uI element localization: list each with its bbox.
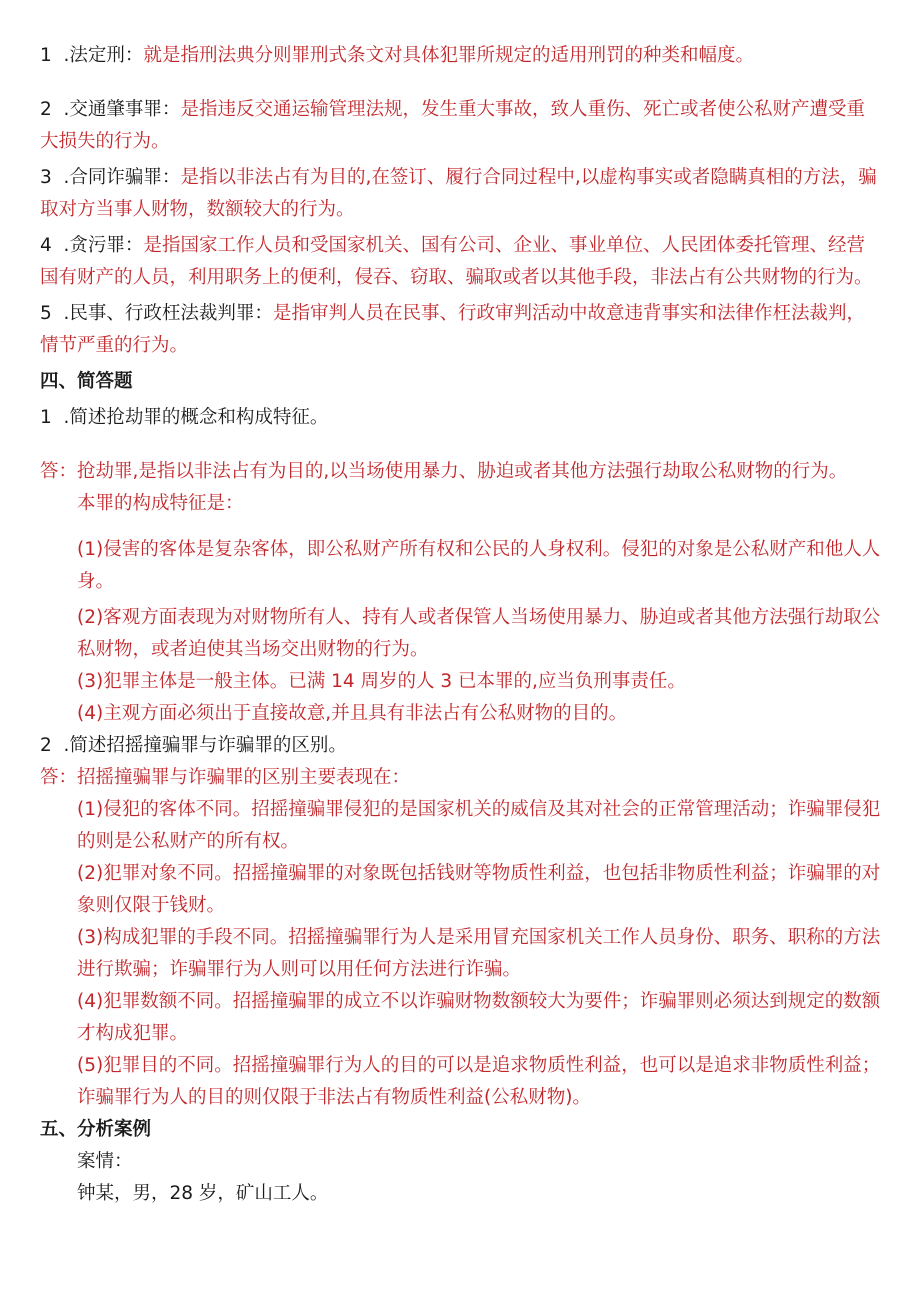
question-text: .简述抢劫罪的概念和构成特征。 [63,407,329,428]
answer-2-point: (2)犯罪对象不同。招摇撞骗罪的对象既包括钱财等物质性利益，也包括非物质性利益；诈骗罪的对象则仅限于钱财。 [77,863,881,916]
term: .合同诈骗罪： [63,167,181,188]
item-number: 4 [40,235,52,256]
answer-2-point: (3)构成犯罪的手段不同。招摇撞骗罪行为人是采用冒充国家机关工作人员身份、职务、职称的方法进行欺骗；诈骗罪行为人则可以用任何方法进行诈骗。 [77,927,881,980]
answer-label: 答： [40,767,78,788]
question-text: .简述招摇撞骗罪与诈骗罪的区别。 [63,735,347,756]
item-number: 3 [40,167,52,188]
answer-2-point: (4)犯罪数额不同。招摇撞骗罪的成立不以诈骗财物数额较大为要件；诈骗罪则必须达到规定的数额才构成犯罪。 [77,991,881,1044]
definition-item-1 [40,40,882,72]
definition-text: 是指国家工作人员和受国家机关、国有公司、企业、事业单位、人民团体委托管理、经营国有财产的人员，利用职务上的便利，侵吞、窃取、骗取或者以其他手段，非法占有公共财物的行为。 [40,235,873,288]
answer-2 [40,762,882,794]
definition-item-2 [40,94,882,158]
term: .交通肇事罪： [63,99,181,120]
item-number: 2 [40,99,52,120]
definition-item-5 [40,298,882,362]
answer-1-point: (2)客观方面表现为对财物所有人、持有人或者保管人当场使用暴力、胁迫或者其他方法强行劫取公私财物，或者迫使其当场交出财物的行为。 [77,607,881,660]
definition-item-4 [40,230,882,294]
answer-2-point: (5)犯罪目的不同。招摇撞骗罪行为人的目的可以是追求物质性利益，也可以是追求非物质性利益；诈骗罪行为人的目的则仅限于非法占有物质性利益(公私财物)。 [77,1055,881,1108]
question-number: 1 [40,407,52,428]
item-number: 5 [40,303,52,324]
case-label: 案情： [77,1151,133,1172]
definition-text: 就是指刑法典分则罪刑式条文对具体犯罪所规定的适用刑罚的种类和幅度。 [143,45,754,66]
answer-2-point: (1)侵犯的客体不同。招摇撞骗罪侵犯的是国家机关的威信及其对社会的正常管理活动；诈骗罪侵犯的则是公私财产的所有权。 [77,799,881,852]
document-page [40,40,882,1210]
item-number: 1 [40,45,52,66]
answer-1-point: (1)侵害的客体是复杂客体，即公私财产所有权和公民的人身权利。侵犯的对象是公私财产和他人人身。 [77,539,881,592]
definition-text: 是指审判人员在民事、行政审判活动中故意违背事实和法律作枉法裁判，情节严重的行为。 [40,303,865,356]
definition-item-3 [40,162,882,226]
definition-text: 是指违反交通运输管理法规，发生重大事故，致人重伤、死亡或者使公私财产遭受重大损失的行为。 [40,99,865,152]
answer-label: 答： [40,461,78,482]
question-2 [40,730,882,762]
term: .法定刑： [63,45,144,66]
answer-text: 抢劫罪,是指以非法占有为目的,以当场使用暴力、胁迫或者其他方法强行劫取公私财物的行为。 [77,461,848,482]
answer-text: 招摇撞骗罪与诈骗罪的区别主要表现在： [77,767,411,788]
section-heading-short-answer: 四、简答题 [40,371,133,392]
question-number: 2 [40,735,52,756]
case-description: 钟某，男，28 岁，矿山工人。 [77,1183,329,1204]
answer-1-intro: 本罪的构成特征是： [77,493,244,514]
section-heading-case-analysis: 五、分析案例 [40,1119,152,1140]
question-1 [40,402,882,434]
term: .贪污罪： [63,235,144,256]
answer-1 [40,456,882,488]
answer-1-point: (4)主观方面必须出于直接故意,并且具有非法占有公私财物的目的。 [77,703,628,724]
term: .民事、行政枉法裁判罪： [63,303,273,324]
answer-1-point: (3)犯罪主体是一般主体。已满 14 周岁的人 3 已本罪的,应当负刑事责任。 [77,671,686,692]
definition-text: 是指以非法占有为目的,在签订、履行合同过程中,以虚构事实或者隐瞒真相的方法，骗取对方当事人财物，数额较大的行为。 [40,167,877,220]
